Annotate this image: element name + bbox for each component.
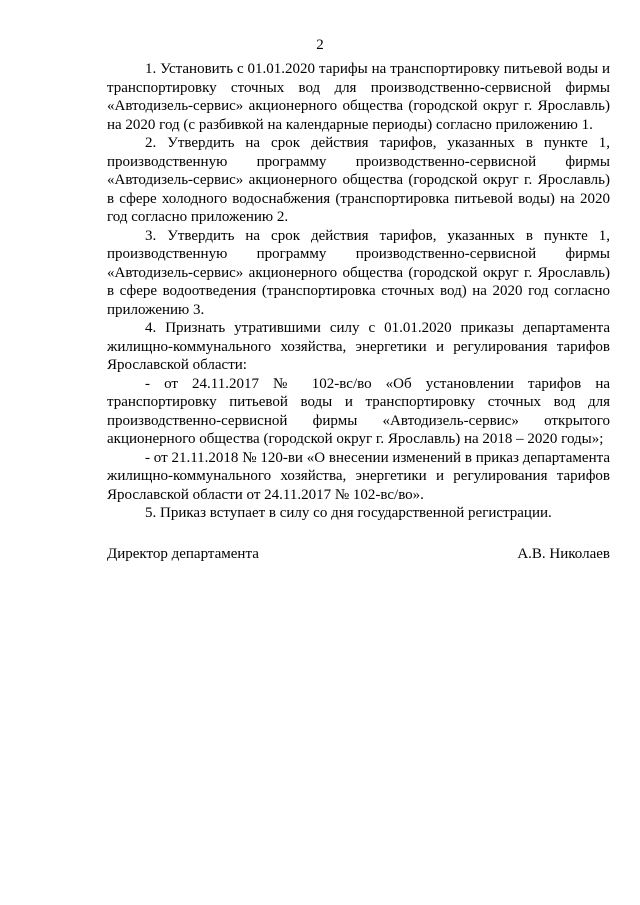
paragraph-1-set-tariffs: 1. Установить с 01.01.2020 тарифы на транспортировку питьевой воды и транспортировку сточных вод для производственно-сервисной фирмы «Автодизель-сервис» акционерного общества (городской округ г. Ярославль) на 2020 год (с разбивкой на календарные периоды) согласно приложению 1. bbox=[107, 61, 610, 133]
signatory-position: Директор департамента bbox=[107, 546, 259, 562]
signatory-name: А.В. Николаев bbox=[517, 546, 610, 562]
paragraph-2-water-supply-program: 2. Утвердить на срок действия тарифов, указанных в пункте 1, производственную программу производственно-сервисной фирмы «Автодизель-сервис» акционерного общества (городской округ г. Ярославль) в сфере холодного водоснабжения (транспортировка питьевой воды) на 2020 год согласно приложению 2. bbox=[107, 135, 610, 225]
paragraph-3-drainage-program: 3. Утвердить на срок действия тарифов, указанных в пункте 1, производственную программу производственно-сервисной фирмы «Автодизель-сервис» акционерного общества (городской округ г. Ярославль) в сфере водоотведения (транспортировка сточных вод) на 2020 год согласно приложению 3. bbox=[107, 227, 610, 318]
repealed-order-item-2: - от 21.11.2018 № 120-ви «О внесении изменений в приказ департамента жилищно-коммунального хозяйства, энергетики и регулирования тарифов Ярославской области от 24.11.2017 № 102-вс/во». bbox=[107, 449, 610, 503]
page-number: 2 bbox=[316, 37, 324, 53]
signature-block bbox=[107, 545, 610, 563]
paragraph-5-effective-date: 5. Приказ вступает в силу со дня государственной регистрации. bbox=[145, 505, 552, 521]
repealed-order-item-1: - от 24.11.2017 № 102-вс/во «Об установлении тарифов на транспортировку питьевой воды и транспортировку сточных вод для производственно-сервисной фирмы «Автодизель-сервис» открытого акционерного общества (городской округ г. Ярославль) на 2018 – 2020 годы»; bbox=[107, 375, 610, 447]
paragraph-4-repeal-orders: 4. Признать утратившими силу с 01.01.2020 приказы департамента жилищно-коммунального хозяйства, энергетики и регулирования тарифов Ярославской области: bbox=[107, 320, 610, 373]
document-body bbox=[107, 60, 610, 523]
